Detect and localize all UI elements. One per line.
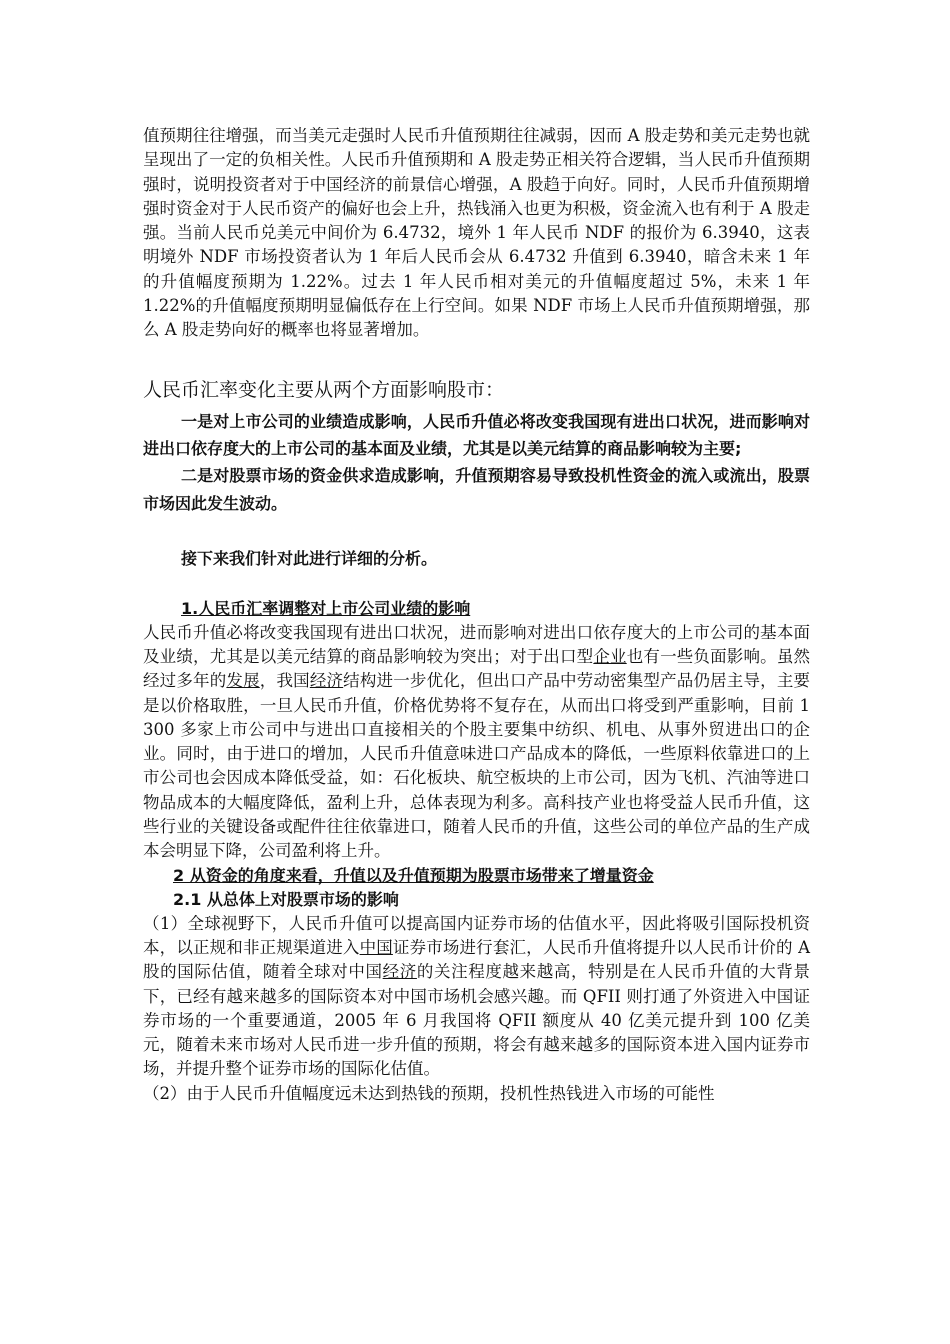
intro-paragraph: 值预期往往增强，而当美元走强时人民币升值预期往往减弱，因而 A 股走势和美元走势也就呈现出了一定的负相关性。人民币升值预期和 A 股走势正相关符合逻辑，当人民币升值预期强时，说明投资者对于中国经济的前景信心增强，A 股趋于向好。同时，人民币升值预期增强时资金对于人民币资产的偏好也会上升，热钱涌入也更为积极，资金流入也有利于 A 股走强。当前人民币兑美元中间价为 6.4732，境外 1 年人民币 NDF 的报价为 6.3940，这表明境外 NDF 市场投资者认为 1 年后人民币会从 6.4732 升值到 6.3940，暗含未来 1 年的升值幅度预期为 1.22%。过去 1 年人民币相对美元的升值幅度超过 5%，未来 1 年 1.22%的升值幅度预期明显偏低存在上行空间。如果 NDF 市场上人民币升值预期增强，那么 A 股走势向好的概率也将显著增加。	[143, 126, 810, 340]
section1-title	[143, 597, 810, 621]
item2-paragraph: （2）由于人民币升值幅度远未达到热钱的预期，投机性热钱进入市场的可能性	[143, 1083, 715, 1103]
section1-text-3: ，我国	[259, 671, 310, 691]
item1-text-3: 的关注程度越来越高，特别是在人民币升值的大背景下，已经有越来越多的国际资本对中国市场机会感兴趣。而 QFII 则打通了外资进入中国证券市场的一个重要通道，2005 年 6 月我国将 QFII 额度从 40 亿美元提升到 100 亿美元，随着未来市场对人民币进一步升值的预期，将会有越来越多的国际资本进入国内证券市场，并提升整个证券市场的国际化估值。	[143, 962, 811, 1079]
spacer	[143, 573, 810, 597]
link-economy-2[interactable]: 经济	[382, 962, 417, 982]
link-development[interactable]: 发展	[226, 671, 260, 691]
spacer	[143, 517, 810, 545]
section2-title-text: 2 从资金的角度来看，升值以及升值预期为股票市场带来了增量资金	[173, 865, 654, 885]
point-first: 一是对上市公司的业绩造成影响，人民币升值必将改变我国现有进出口状况，进而影响对进出口依存度大的上市公司的基本面及业绩，尤其是以美元结算的商品影响较为主要;	[143, 411, 810, 459]
link-economy[interactable]: 经济	[309, 671, 344, 691]
section2-1-title: 2.1 从总体上对股票市场的影响	[173, 889, 399, 909]
section2-title	[143, 864, 810, 888]
link-china[interactable]: 中国	[359, 937, 393, 957]
item1-text-2: 证券市场进行套汇，人民币升值将提升以人民币计价的 A 股的国际估值，随着全球对中国	[143, 937, 811, 982]
document-page	[143, 124, 810, 1106]
item1-text-1: （1）全球视野下，人民币升值可以提高国内证券市场的估值水平，因此将吸引国际投机资本，以正规和非正规渠道进入	[143, 913, 810, 957]
point-second: 二是对股票市场的资金供求造成影响，升值预期容易导致投机性资金的流入或流出，股票市场因此发生波动。	[143, 466, 810, 513]
section1-text-1: 人民币升值必将改变我国现有进出口状况，进而影响对进出口依存度大的上市公司的基本面及业绩，尤其是以美元结算的商品影响较为突出；对于出口型	[143, 622, 810, 666]
link-enterprise[interactable]: 企业	[593, 647, 627, 666]
section1-text-2: 也有一些负面影响。虽然经过多年的	[143, 647, 811, 691]
section1-text-4: 结构进一步优化，但出口产品中劳动密集型产品仍居主导，主要是以价格取胜，一旦人民币升值，价格优势将不复存在，从而出口将受到严重影响，目前 1 300 多家上市公司中与进出口直接相关的个股主要集中纺织、机电、从事外贸进出口的企业。同时，由于进口的增加，人民币升值意味进口产品成本的降低，一些原料依靠进口的上市公司也会因成本降低受益，如：石化板块、航空板块的上市公司，因为飞机、汽油等进口物品成本的大幅度降低，盈利上升，总体表现为利多。高科技产业也将受益人民币升值，这些行业的关键设备或配件往往依靠进口，随着人民币的升值，这些公司的单位产品的生产成本会明显下降，公司盈利将上升。	[143, 671, 811, 861]
section1-paragraph	[143, 621, 810, 864]
section-heading: 人民币汇率变化主要从两个方面影响股市：	[143, 378, 505, 401]
section1-title-text: 1.人民币汇率调整对上市公司业绩的影响	[181, 598, 471, 618]
analysis-intro: 接下来我们针对此进行详细的分析。	[181, 549, 438, 569]
item1-paragraph	[143, 912, 810, 1082]
